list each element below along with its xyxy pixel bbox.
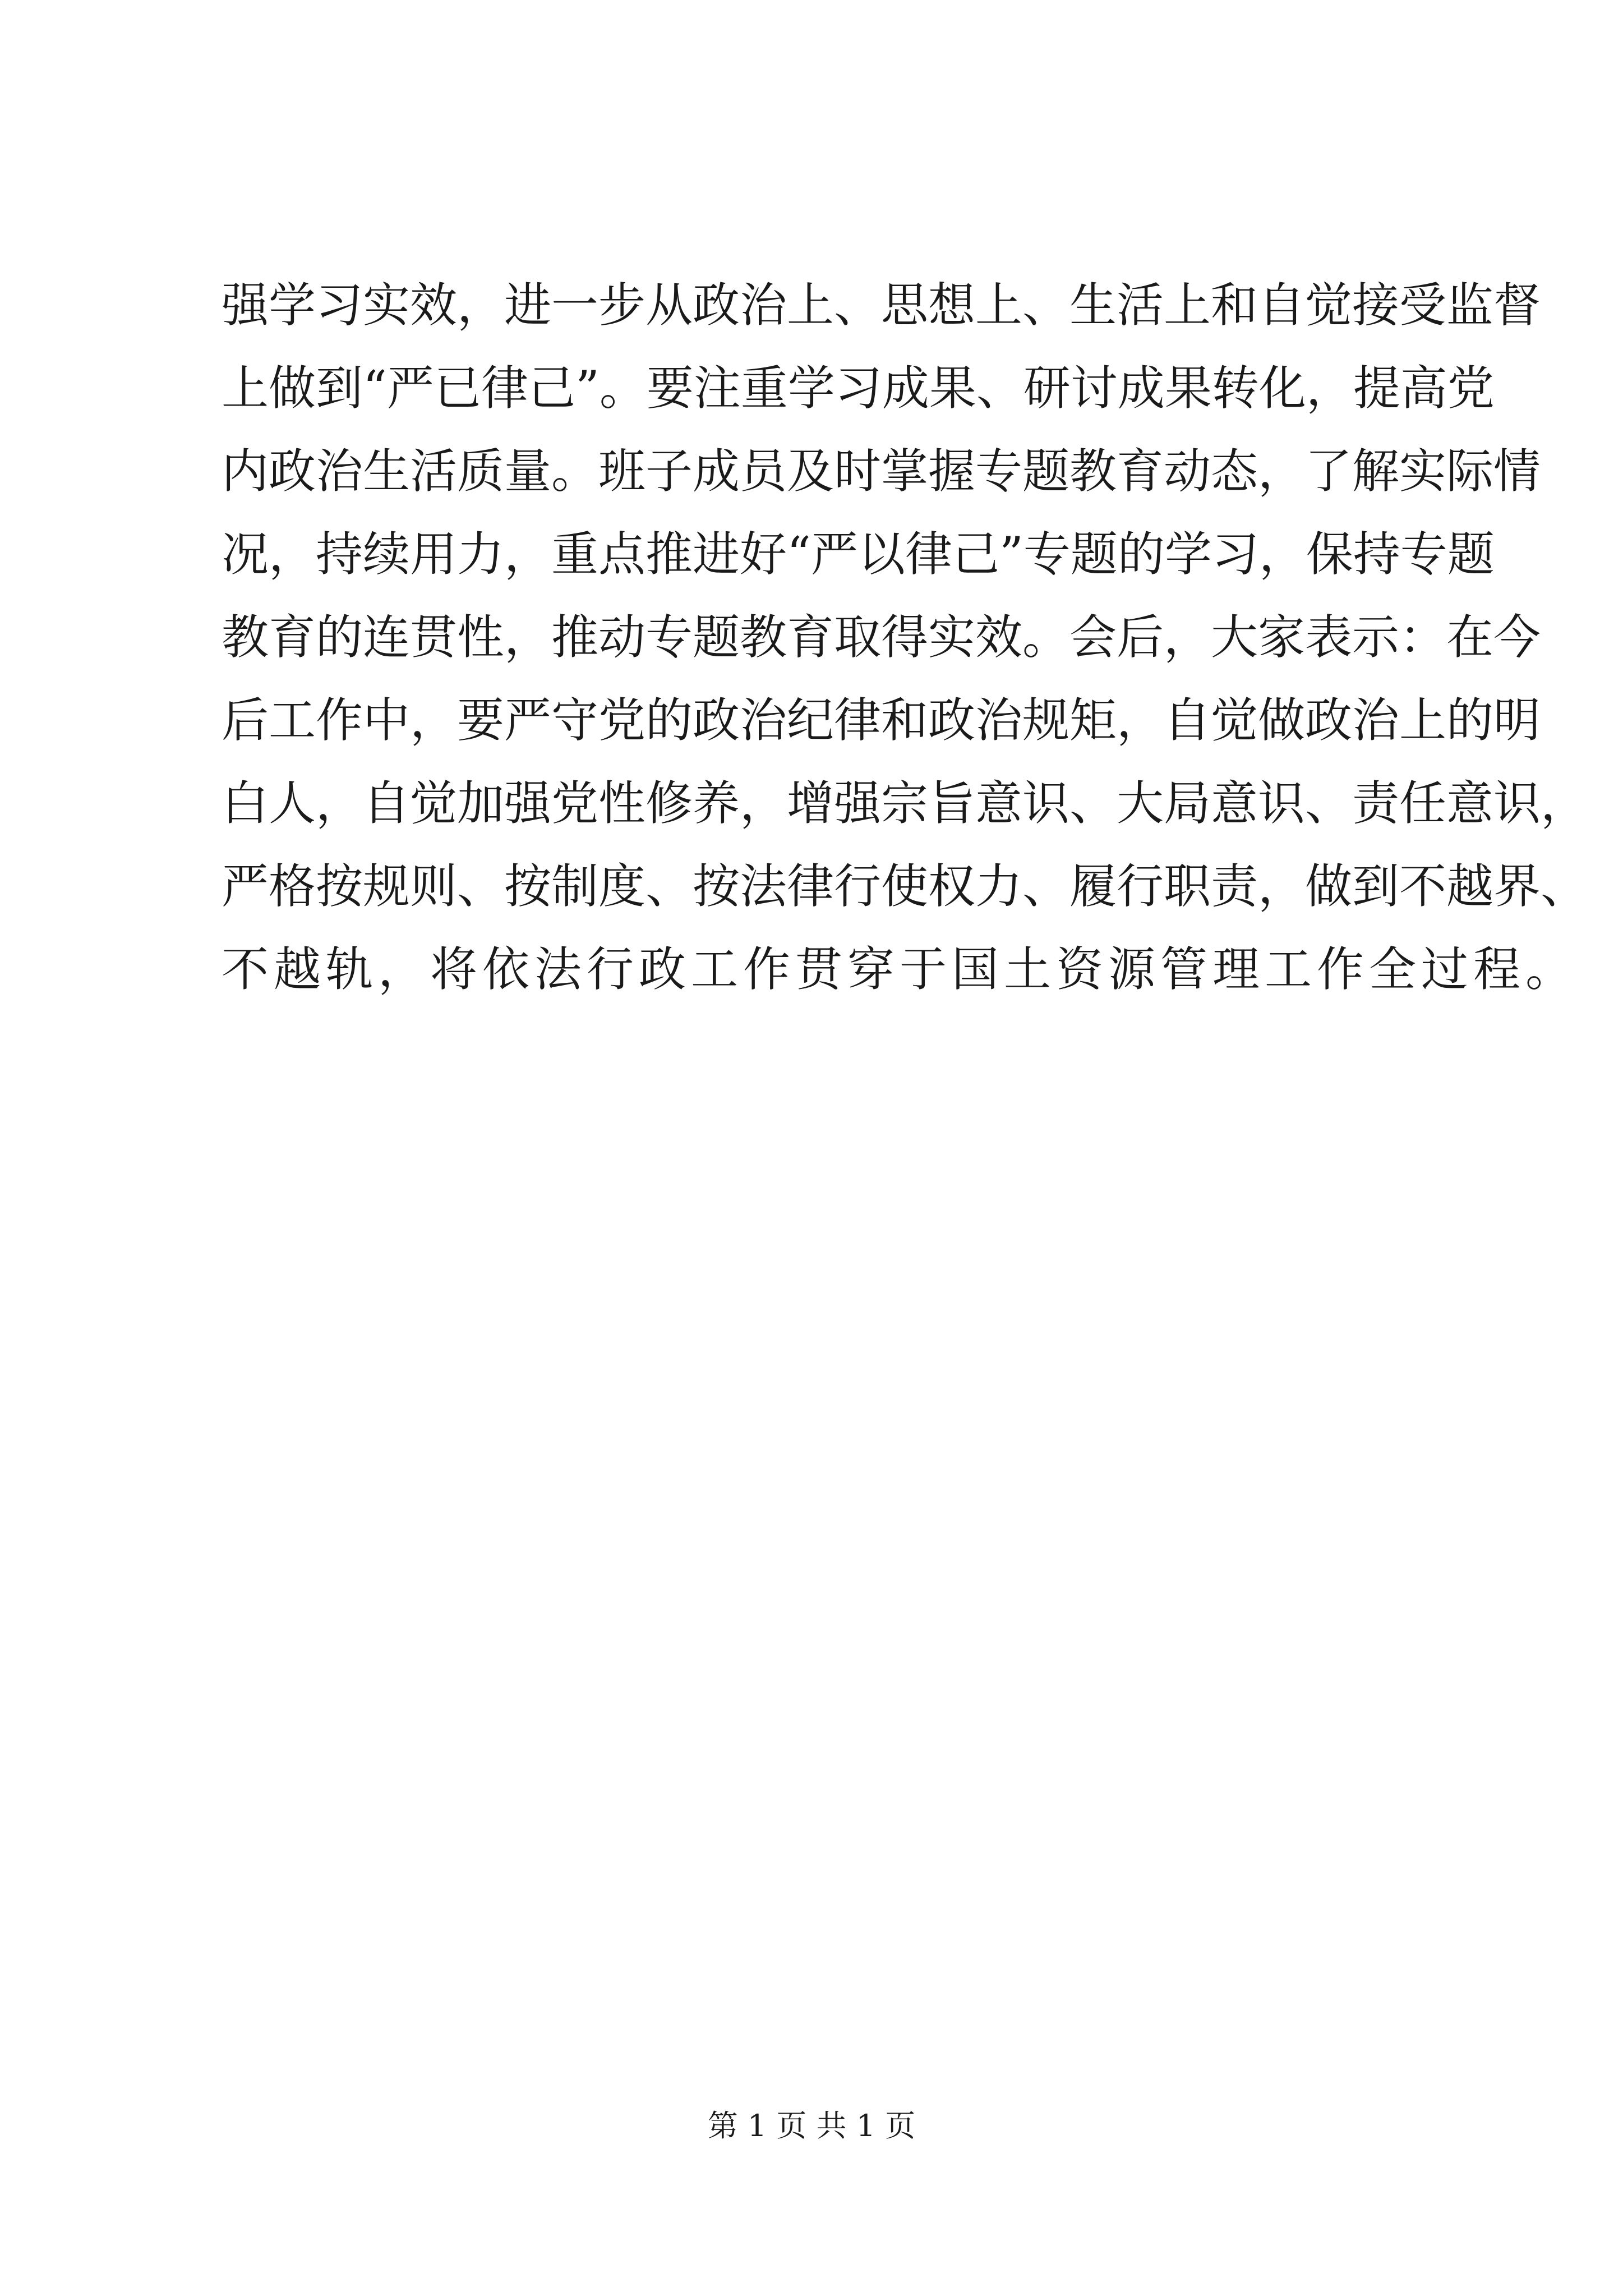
page-number-footer: 第 1 页 共 1 页 — [707, 2108, 916, 2143]
text-line: 后工作中，要严守党的政治纪律和政治规矩，自觉做政治上的明 — [222, 693, 1541, 748]
text-line: 教育的连贯性，推动专题教育取得实效。会后，大家表示：在今 — [222, 610, 1541, 665]
text-line: 白人，自觉加强党性修养，增强宗旨意识、大局意识、责任意识， — [222, 776, 1588, 831]
text-line: 不越轨，将依法行政工作贯穿于国土资源管理工作全过程。 — [222, 942, 1578, 997]
text-line: 内政治生活质量。班子成员及时掌握专题教育动态，了解实际情 — [222, 444, 1541, 499]
body-paragraph — [222, 264, 1588, 1011]
text-line: 强学习实效，进一步从政治上、思想上、生活上和自觉接受监督 — [222, 278, 1541, 333]
text-line: 况，持续用力，重点推进好“严以律己”专题的学习，保持专题 — [222, 527, 1495, 582]
text-line: 上做到“严已律己”。要注重学习成果、研讨成果转化，提高党 — [222, 361, 1495, 416]
text-line: 严格按规则、按制度、按法律行使权力、履行职责，做到不越界、 — [222, 859, 1588, 914]
